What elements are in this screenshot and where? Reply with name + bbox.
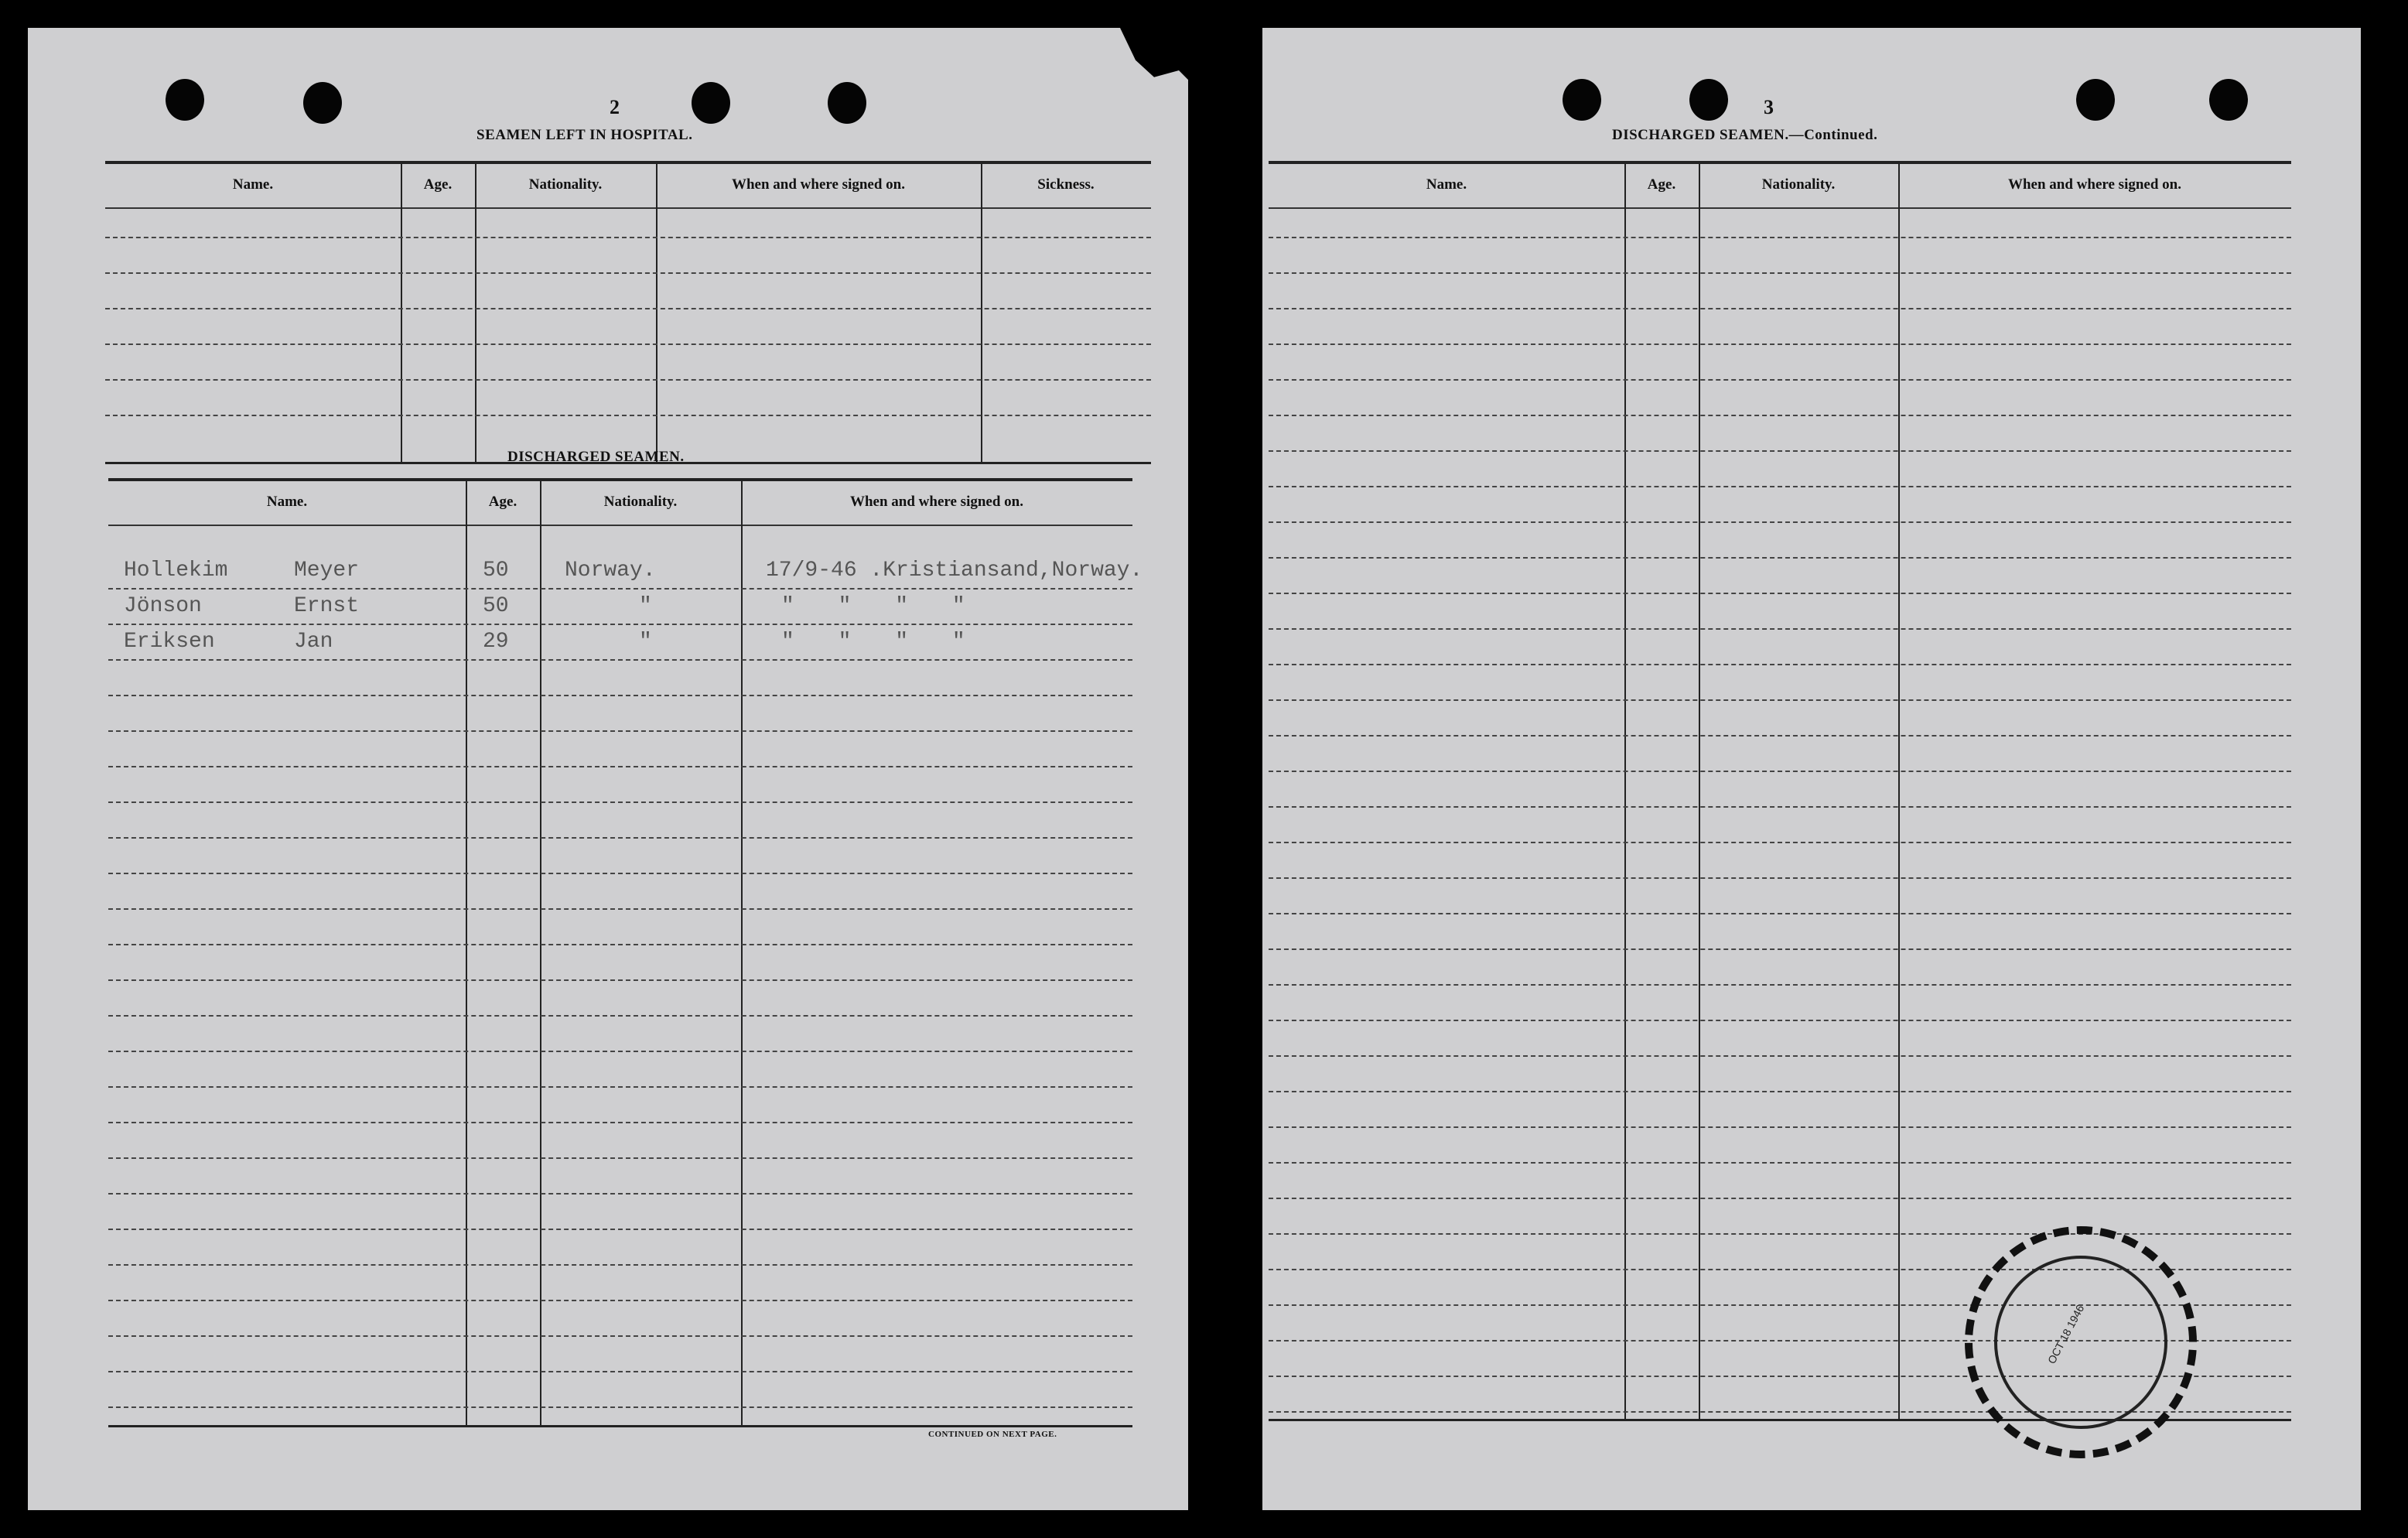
- ruled-line: [108, 1300, 1132, 1301]
- ruled-line: [108, 730, 1132, 732]
- stamp-text: OCT 18 1946: [2044, 1302, 2087, 1366]
- ruled-line: [108, 1086, 1132, 1088]
- ruled-line: [108, 1335, 1132, 1337]
- row-surname: Jönson: [124, 594, 202, 618]
- col-age: Age.: [1647, 176, 1676, 193]
- ruled-line: [1269, 237, 2291, 238]
- ruled-line: [108, 1264, 1132, 1266]
- column-divider: [741, 481, 743, 1425]
- ruled-line: [1269, 948, 2291, 950]
- ruled-line: [1269, 1126, 2291, 1128]
- col-nationality: Nationality.: [528, 176, 603, 193]
- ruled-line: [1269, 415, 2291, 416]
- row-given-name: Jan: [294, 630, 333, 654]
- ruled-line: [1269, 913, 2291, 914]
- ruled-line: [1269, 308, 2291, 309]
- ruled-line: [1269, 1162, 2291, 1164]
- ruled-line: [105, 272, 1151, 274]
- column-divider: [1624, 164, 1626, 1419]
- row-signed-on: " " " ": [781, 594, 965, 618]
- ruled-line: [1269, 877, 2291, 879]
- ruled-line: [1269, 628, 2291, 630]
- col-nationality: Nationality.: [1761, 176, 1836, 193]
- page-number: 3: [1764, 96, 1774, 118]
- ruled-line: [108, 1406, 1132, 1408]
- header-rule: [105, 207, 1151, 209]
- ruled-line: [105, 237, 1151, 238]
- col-age: Age.: [423, 176, 453, 193]
- col-signed-on: When and where signed on.: [731, 176, 905, 193]
- column-divider: [1699, 164, 1700, 1419]
- punch-hole: [2076, 79, 2115, 121]
- ruled-line: [1269, 557, 2291, 559]
- ruled-line: [1269, 842, 2291, 843]
- ruled-line: [108, 1122, 1132, 1123]
- col-signed-on: When and where signed on.: [2007, 176, 2181, 193]
- ruled-line: [108, 1193, 1132, 1195]
- hospital-heading: SEAMEN LEFT IN HOSPITAL.: [476, 127, 693, 143]
- discharged-continued-heading: DISCHARGED SEAMEN.—Continued.: [1612, 127, 1878, 143]
- ruled-line: [108, 1015, 1132, 1017]
- col-age: Age.: [488, 494, 517, 510]
- ruled-line: [1269, 806, 2291, 808]
- col-name: Name.: [1426, 176, 1467, 193]
- hospital-table: [105, 161, 1151, 464]
- ruled-line: [1269, 343, 2291, 345]
- ruled-line: [1269, 379, 2291, 381]
- ruled-line: [108, 1051, 1132, 1052]
- ruled-line: [1269, 486, 2291, 487]
- ruled-line: [108, 944, 1132, 945]
- row-surname: Hollekim: [124, 559, 228, 583]
- punch-hole: [303, 82, 342, 124]
- row-age: 50: [483, 559, 509, 583]
- ruled-line: [108, 873, 1132, 874]
- row-age: 50: [483, 594, 509, 618]
- row-nationality: ": [639, 594, 652, 618]
- ruled-line: [108, 624, 1132, 625]
- col-name: Name.: [232, 176, 274, 193]
- punch-hole: [692, 82, 730, 124]
- col-sickness: Sickness.: [1037, 176, 1095, 193]
- right-page: [1262, 28, 2361, 1510]
- punch-hole: [166, 79, 204, 121]
- ruled-line: [1269, 1091, 2291, 1092]
- row-given-name: Ernst: [294, 594, 360, 618]
- ruled-line: [1269, 450, 2291, 452]
- discharged-continued-table: [1269, 161, 2291, 1421]
- header-rule: [1269, 207, 2291, 209]
- ruled-line: [108, 1371, 1132, 1372]
- col-name: Name.: [266, 494, 308, 510]
- column-divider: [656, 164, 658, 462]
- ruled-line: [1269, 1055, 2291, 1057]
- col-signed-on: When and where signed on.: [849, 494, 1023, 510]
- ruled-line: [108, 837, 1132, 839]
- ruled-line: [108, 588, 1132, 590]
- ruled-line: [108, 1157, 1132, 1159]
- ruled-line: [1269, 521, 2291, 523]
- punch-hole: [2209, 79, 2248, 121]
- column-divider: [466, 481, 467, 1425]
- page-number: 2: [610, 96, 620, 118]
- ruled-line: [105, 379, 1151, 381]
- ruled-line: [1269, 272, 2291, 274]
- ruled-line: [108, 908, 1132, 910]
- column-divider: [1898, 164, 1900, 1419]
- column-divider: [401, 164, 402, 462]
- ruled-line: [1269, 1233, 2291, 1235]
- ruled-line: [108, 766, 1132, 767]
- punch-hole: [828, 82, 866, 124]
- row-age: 29: [483, 630, 509, 654]
- column-divider: [981, 164, 982, 462]
- row-given-name: Meyer: [294, 559, 360, 583]
- ruled-line: [105, 308, 1151, 309]
- header-rule: [108, 525, 1132, 526]
- row-signed-on: 17/9-46 .Kristiansand,Norway.: [766, 559, 1143, 583]
- footer-note: CONTINUED ON NEXT PAGE.: [928, 1430, 1057, 1439]
- punch-hole: [1689, 79, 1728, 121]
- ruled-line: [1269, 593, 2291, 594]
- ruled-line: [108, 801, 1132, 803]
- col-nationality: Nationality.: [603, 494, 678, 510]
- ruled-line: [1269, 771, 2291, 772]
- ruled-line: [108, 695, 1132, 696]
- punch-hole: [1563, 79, 1601, 121]
- row-nationality: ": [639, 630, 652, 654]
- ruled-line: [1269, 984, 2291, 986]
- row-nationality: Norway.: [565, 559, 656, 583]
- ruled-line: [1269, 664, 2291, 665]
- discharged-heading: DISCHARGED SEAMEN.: [507, 449, 685, 465]
- row-surname: Eriksen: [124, 630, 215, 654]
- ruled-line: [108, 1229, 1132, 1230]
- column-divider: [540, 481, 541, 1425]
- ruled-line: [1269, 1198, 2291, 1199]
- row-signed-on: " " " ": [781, 630, 965, 654]
- left-page: [28, 28, 1188, 1510]
- ruled-line: [1269, 699, 2291, 701]
- ruled-line: [105, 343, 1151, 345]
- discharged-table: [108, 478, 1143, 1427]
- ruled-line: [108, 659, 1132, 661]
- ruled-line: [105, 415, 1151, 416]
- ruled-line: [108, 979, 1132, 981]
- ruled-line: [1269, 735, 2291, 737]
- ruled-line: [1269, 1020, 2291, 1021]
- column-divider: [475, 164, 476, 462]
